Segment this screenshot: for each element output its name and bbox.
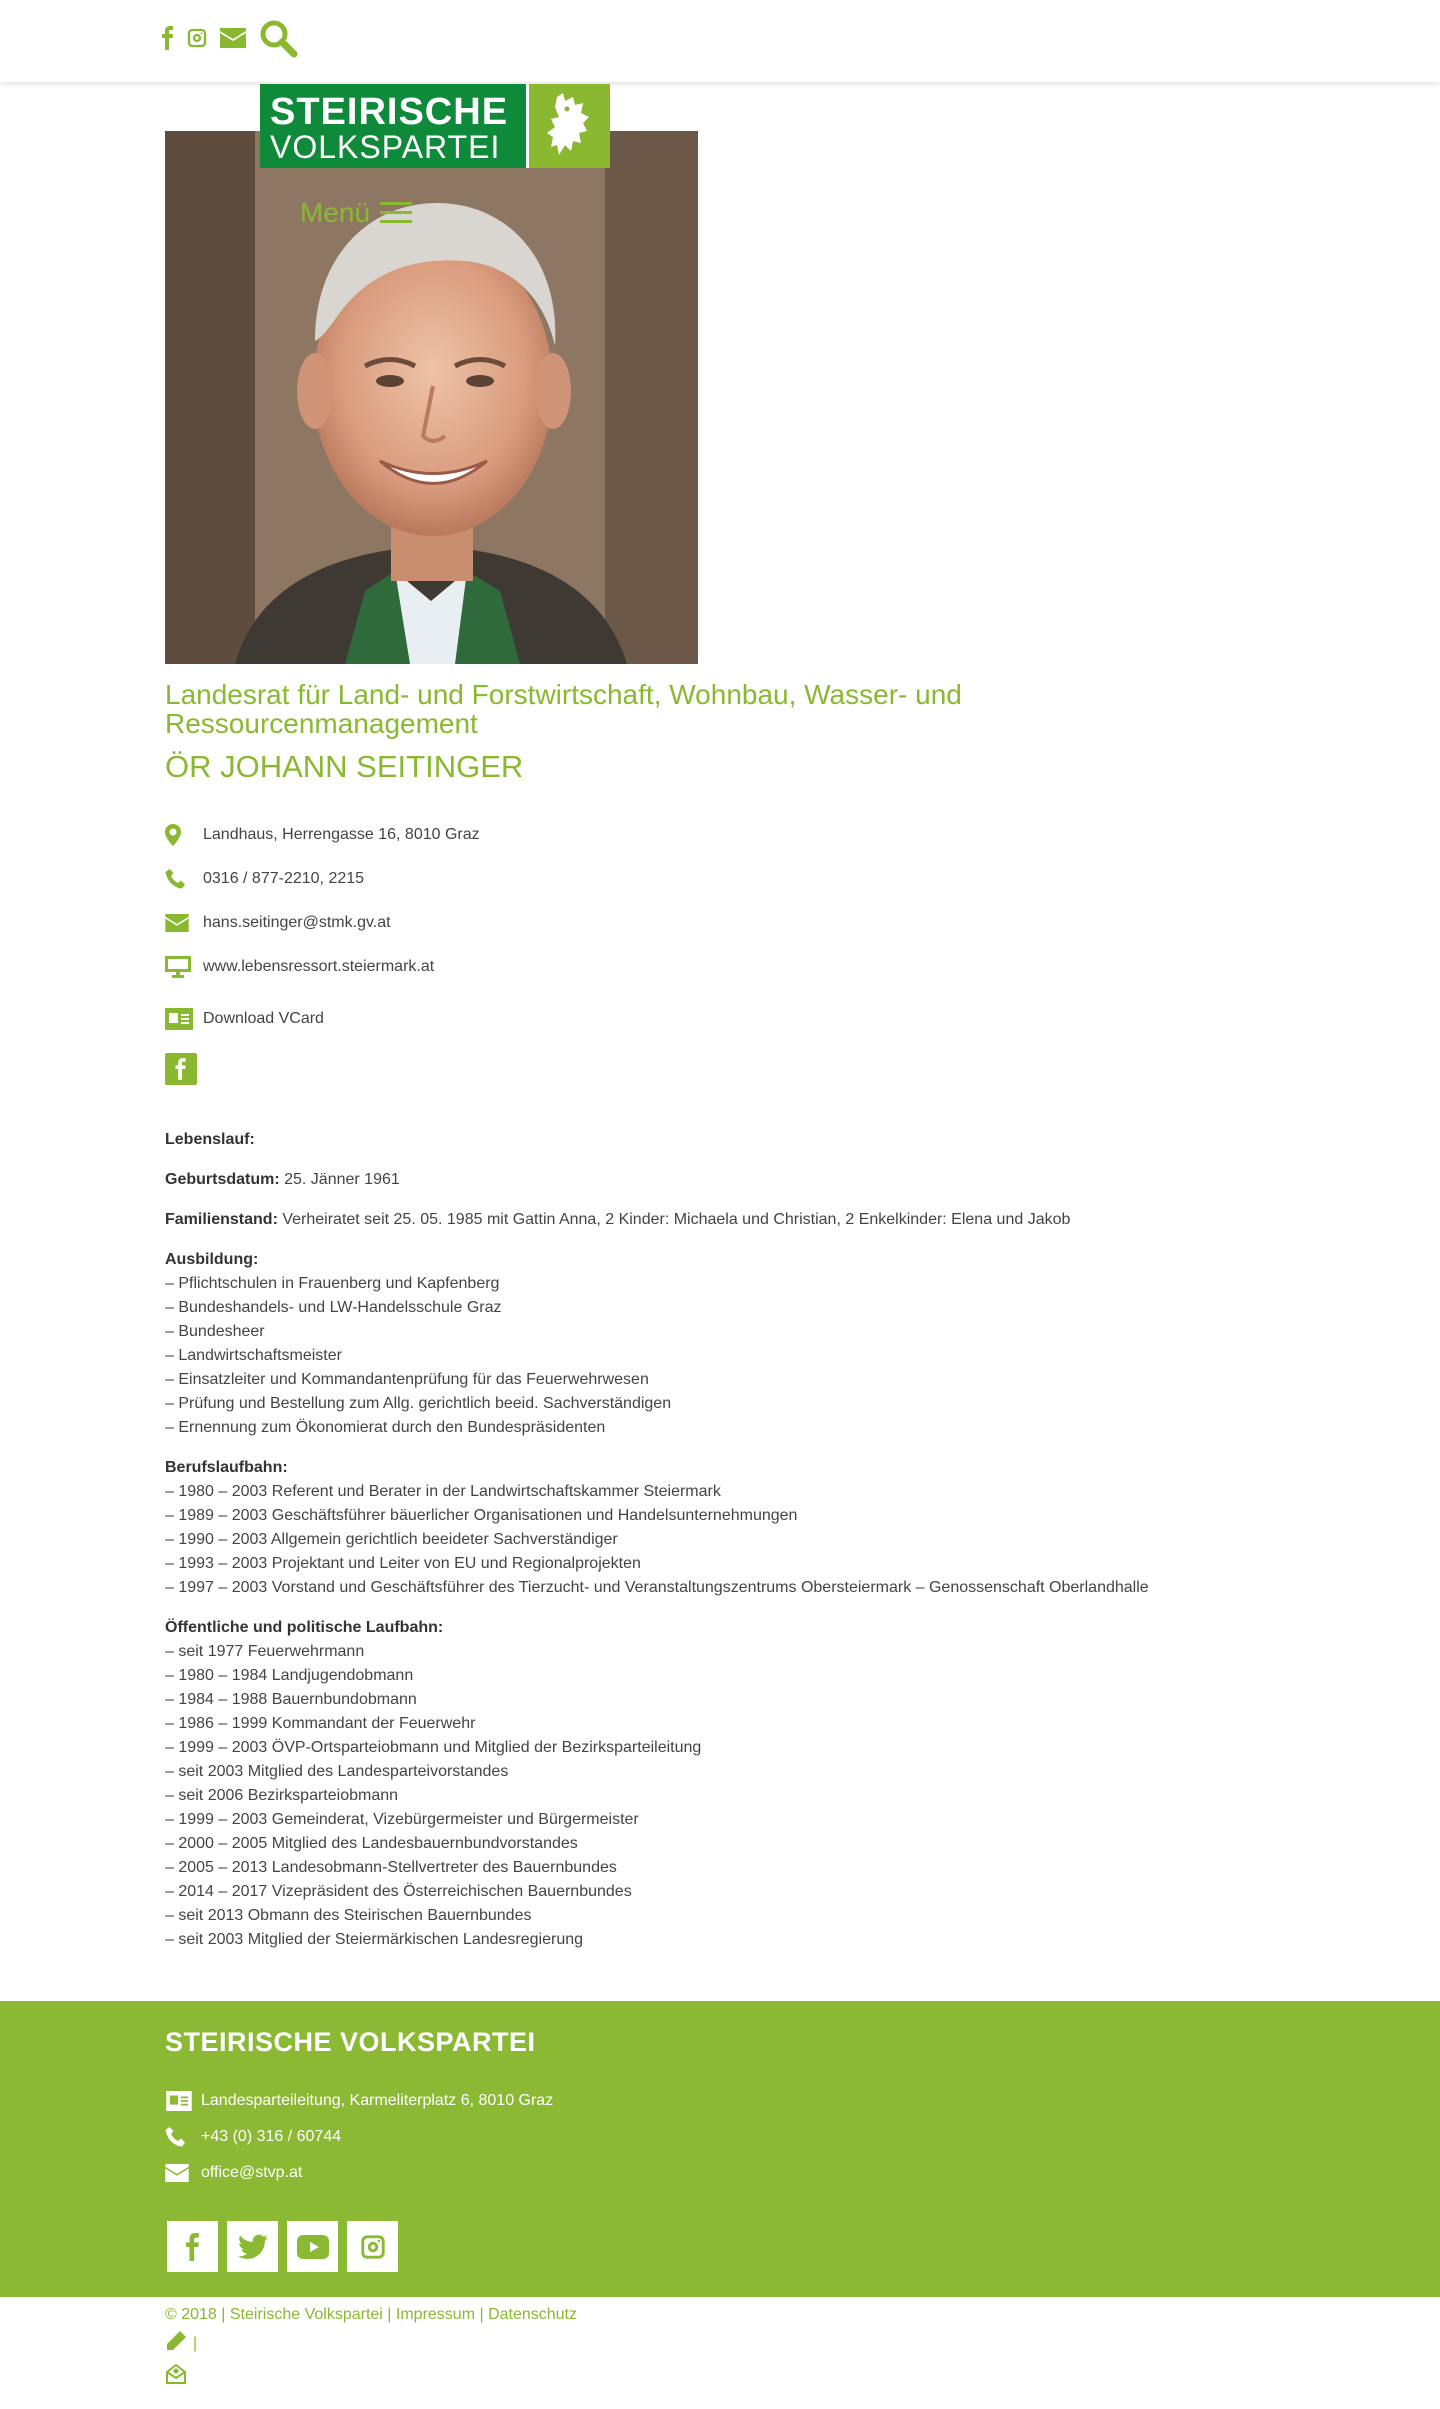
bottom-bar [165, 2306, 577, 2390]
list-item: – Pflichtschulen in Frauenberg und Kapfenberg [165, 1275, 500, 1292]
familienstand-value: Verheiratet seit 25. 05. 1985 mit Gattin Anna, 2 Kinder: Michaela und Christian, 2 Enkelkinder: Elena und Jakob [277, 1211, 1071, 1228]
site-footer [0, 2001, 1440, 2297]
berufslaufbahn-heading: Berufslaufbahn: [165, 1459, 288, 1476]
biography [165, 1128, 1285, 1968]
mail-icon [165, 914, 203, 932]
geburtsdatum-value: 25. Jänner 1961 [279, 1171, 400, 1188]
instagram-icon[interactable] [347, 2221, 398, 2272]
footer-social [167, 2221, 398, 2272]
berufslaufbahn-section [165, 1456, 1285, 1600]
geburtsdatum-label: Geburtsdatum: [165, 1171, 280, 1188]
list-item: – Bundesheer [165, 1323, 265, 1340]
top-bar [0, 0, 1440, 82]
newsletter-row [165, 2363, 577, 2390]
id-card-icon [165, 1008, 203, 1030]
list-item: – 2005 – 2013 Landesobmann-Stellvertreter des Bauernbundes [165, 1859, 617, 1876]
list-item: – 1990 – 2003 Allgemein gerichtlich beeideter Sachverständiger [165, 1531, 618, 1548]
familienstand [165, 1208, 1285, 1232]
footer-contact [165, 2083, 553, 2191]
list-item: – seit 2003 Mitglied des Landesparteivorstandes [165, 1763, 509, 1780]
newsletter-icon[interactable] [165, 2372, 187, 2389]
footer-email[interactable] [165, 2155, 553, 2191]
contact-phone[interactable] [165, 857, 480, 901]
twitter-icon[interactable] [227, 2221, 278, 2272]
list-item: – 1999 – 2003 ÖVP-Ortsparteiobmann und Mitglied der Bezirksparteileitung [165, 1739, 702, 1756]
instagram-icon[interactable] [186, 27, 208, 49]
separator: | [475, 2306, 489, 2323]
footer-title: STEIRISCHE VOLKSPARTEI [165, 2027, 536, 2057]
list-item: – Prüfung und Bestellung zum Allg. gerichtlich beeid. Sachverständigen [165, 1395, 672, 1412]
list-item: – seit 2006 Bezirksparteiobmann [165, 1787, 399, 1804]
portrait-photo [165, 131, 698, 664]
top-social-icons [162, 18, 298, 58]
facebook-icon[interactable] [167, 2221, 218, 2272]
lebenslauf-heading: Lebenslauf: [165, 1131, 255, 1148]
list-item: – 1980 – 2003 Referent und Berater in der Landwirtschaftskammer Steiermark [165, 1483, 721, 1500]
list-item: – Landwirtschaftsmeister [165, 1347, 342, 1364]
panther-emblem-icon [526, 84, 610, 168]
list-item: – 1986 – 1999 Kommandant der Feuerwehr [165, 1715, 476, 1732]
pipe-separator: | [193, 2334, 198, 2352]
download-vcard[interactable] [165, 997, 480, 1041]
edit-row [165, 2330, 577, 2357]
map-marker-icon [165, 824, 203, 846]
list-item: – 1993 – 2003 Projektant und Leiter von EU und Regionalprojekten [165, 1555, 641, 1572]
list-item: – Bundeshandels- und LW-Handelsschule Graz [165, 1299, 502, 1316]
youtube-icon[interactable] [287, 2221, 338, 2272]
contact-address [165, 813, 480, 857]
pencil-icon[interactable] [165, 2330, 187, 2357]
ausbildung-section [165, 1248, 1285, 1440]
menu-button[interactable] [300, 196, 412, 229]
phone-text[interactable]: 0316 / 877-2210, 2215 [203, 870, 365, 887]
list-item: – 1980 – 1984 Landjugendobmann [165, 1667, 414, 1684]
hamburger-icon [380, 196, 412, 229]
id-card-icon [165, 2091, 201, 2111]
politische-laufbahn-section [165, 1616, 1285, 1952]
footer-email-link[interactable]: office@stvp.at [201, 2164, 303, 2181]
copyright-text: © 2018 | Steirische Volkspartei | [165, 2306, 396, 2323]
copyright-line [165, 2306, 577, 2324]
vcard-label[interactable]: Download VCard [203, 1010, 324, 1027]
list-item: – 2014 – 2017 Vizepräsident des Österreichischen Bauernbundes [165, 1883, 632, 1900]
facebook-icon[interactable] [165, 1053, 197, 1085]
website-link[interactable]: www.lebensressort.steiermark.at [203, 958, 435, 975]
logo-line-1: STEIRISCHE [270, 91, 509, 133]
list-item: – 1984 – 1988 Bauernbundobmann [165, 1691, 417, 1708]
search-icon[interactable] [258, 18, 298, 58]
footer-phone-text[interactable]: +43 (0) 316 / 60744 [201, 2128, 342, 2145]
logo-text [260, 84, 526, 168]
impressum-link[interactable]: Impressum [395, 2306, 476, 2323]
footer-phone[interactable] [165, 2119, 553, 2155]
phone-icon [165, 2126, 201, 2148]
contact-list [165, 813, 480, 1085]
list-item: – seit 2013 Obmann des Steirischen Bauernbundes [165, 1907, 532, 1924]
facebook-icon[interactable] [162, 26, 174, 50]
contact-website[interactable] [165, 945, 480, 989]
email-link[interactable]: hans.seitinger@stmk.gv.at [203, 914, 391, 931]
list-item: – seit 1977 Feuerwehrmann [165, 1643, 365, 1660]
list-item: – 1997 – 2003 Vorstand und Geschäftsführer des Tierzucht- und Veranstaltungszentrums Obersteiermark – Genossenschaft Oberlandhalle [165, 1579, 1149, 1596]
list-item: – 1999 – 2003 Gemeinderat, Vizebürgermeister und Bürgermeister [165, 1811, 639, 1828]
familienstand-label: Familienstand: [165, 1211, 278, 1228]
profile-name: ÖR JOHANN SEITINGER [165, 749, 524, 784]
list-item: – 2000 – 2005 Mitglied des Landesbauernbundvorstandes [165, 1835, 578, 1852]
logo-line-2: VOLKSPARTEI [270, 129, 501, 165]
ausbildung-heading: Ausbildung: [165, 1251, 259, 1268]
contact-email[interactable] [165, 901, 480, 945]
geburtsdatum [165, 1168, 1285, 1192]
site-logo[interactable] [260, 84, 610, 168]
monitor-icon [165, 956, 203, 978]
list-item: – Einsatzleiter und Kommandantenprüfung für das Feuerwehrwesen [165, 1371, 649, 1388]
list-item: – seit 2003 Mitglied der Steiermärkischen Landesregierung [165, 1931, 584, 1948]
menu-label: Menü [300, 196, 371, 228]
mail-icon [165, 2164, 201, 2182]
mail-icon[interactable] [220, 28, 246, 48]
footer-address [165, 2083, 553, 2119]
address-text: Landhaus, Herrengasse 16, 8010 Graz [203, 826, 480, 843]
phone-icon [165, 868, 203, 890]
list-item: – Ernennung zum Ökonomierat durch den Bundespräsidenten [165, 1419, 606, 1436]
footer-address-text: Landesparteileitung, Karmeliterplatz 6, 8010 Graz [201, 2092, 554, 2109]
politische-laufbahn-heading: Öffentliche und politische Laufbahn: [165, 1619, 444, 1636]
datenschutz-link[interactable]: Datenschutz [488, 2306, 577, 2323]
profile-role: Landesrat für Land- und Forstwirtschaft, Wohnbau, Wasser- und Ressourcenmanagement [165, 679, 962, 739]
list-item: – 1989 – 2003 Geschäftsführer bäuerlicher Organisationen und Handelsunternehmungen [165, 1507, 798, 1524]
